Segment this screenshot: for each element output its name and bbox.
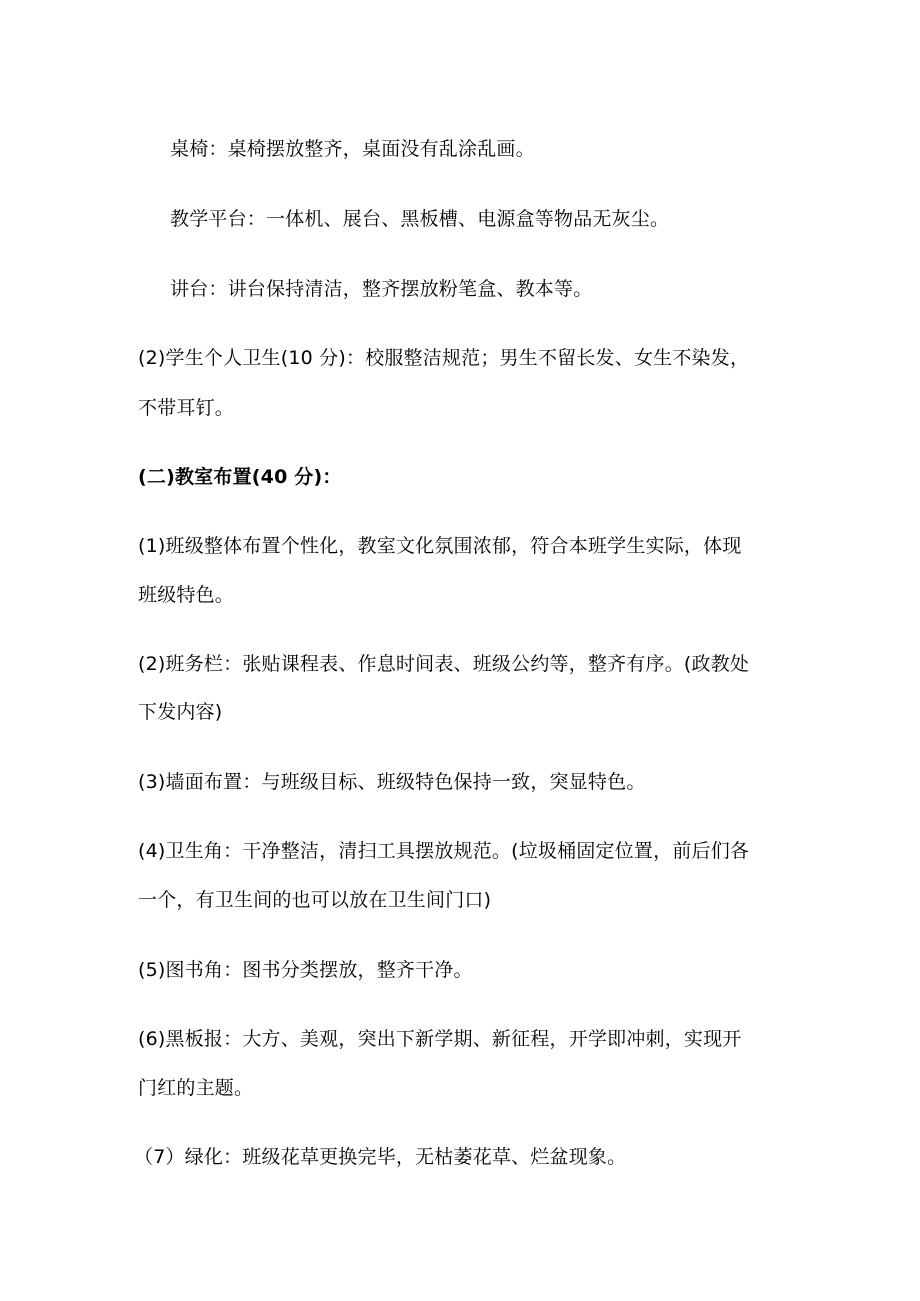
text-line-personal-hygiene: (2)学生个人卫生(10 分)：校服整洁规范；男生不留长发、女生不染发，	[138, 347, 750, 369]
text-line-podium: 讲台：讲台保持清洁，整齐摆放粉笔盒、教本等。	[170, 278, 593, 300]
text-line-item-1: (1)班级整体布置个性化，教室文化氛围浓郁，符合本班学生实际，体现	[138, 535, 742, 557]
text-line-item-6: (6)黑板报：大方、美观，突出下新学期、新征程，开学即冲刺，实现开	[138, 1028, 742, 1050]
text-line-item-3: (3)墙面布置：与班级目标、班级特色保持一致，突显特色。	[138, 771, 646, 793]
text-line-desks: 桌椅：桌椅摆放整齐，桌面没有乱涂乱画。	[170, 138, 535, 160]
text-line-item-4-cont: 一个，有卫生间的也可以放在卫生间门口)	[138, 889, 492, 911]
text-line-personal-hygiene-cont: 不带耳钉。	[138, 397, 235, 419]
text-line-item-2-cont: 下发内容)	[138, 701, 223, 723]
text-line-teaching-platform: 教学平台：一体机、展台、黑板槽、电源盒等物品无灰尘。	[170, 208, 670, 230]
section-heading-classroom-layout: (二)教室布置(40 分)：	[138, 466, 342, 488]
text-line-item-4: (4)卫生角：干净整洁，清扫工具摆放规范。(垃圾桶固定位置，前后们各	[138, 840, 750, 862]
text-line-item-7: （7）绿化：班级花草更换完毕，无枯萎花草、烂盆现象。	[134, 1146, 627, 1168]
text-line-item-2: (2)班务栏：张贴课程表、作息时间表、班级公约等，整齐有序。(政教处	[138, 653, 750, 675]
text-line-item-1-cont: 班级特色。	[138, 584, 235, 606]
text-line-item-6-cont: 门红的主题。	[138, 1077, 254, 1099]
text-line-item-5: (5)图书角：图书分类摆放，整齐干净。	[138, 959, 473, 981]
